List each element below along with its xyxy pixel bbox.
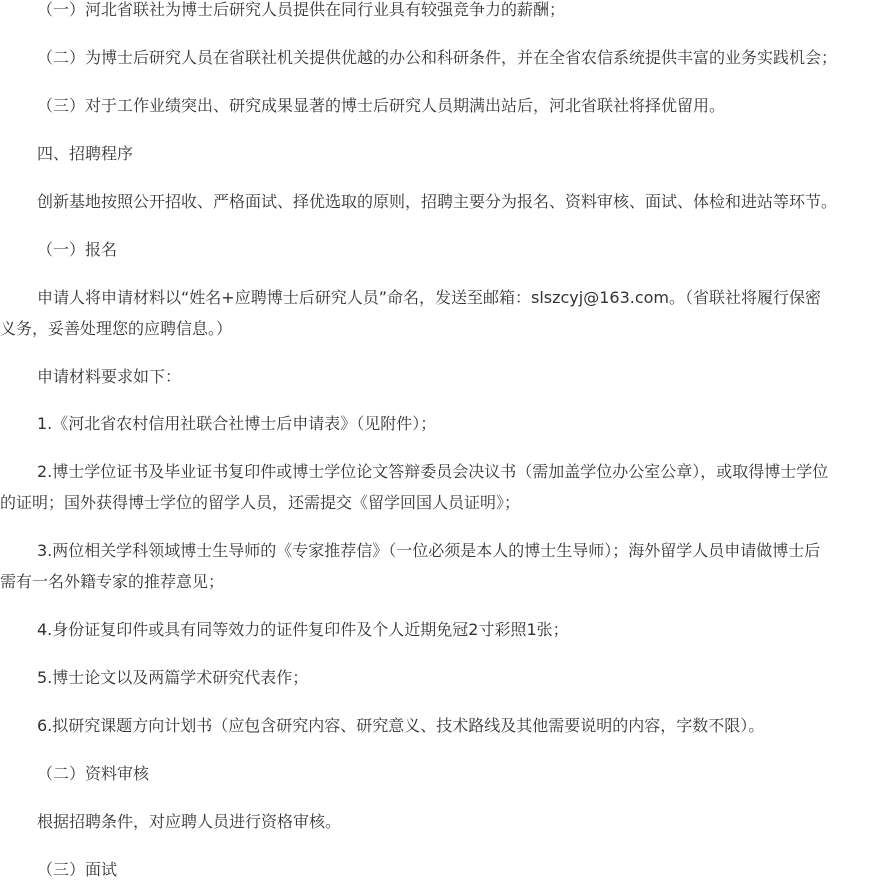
- list-item-material-6: [0, 710, 877, 741]
- list-item-material-2: [0, 456, 877, 518]
- paragraph-line: （二）为博士后研究人员在省联社机关提供优越的办公和科研条件，并在全省农信系统提供丰富的业务实践机会；: [37, 48, 838, 67]
- paragraph-line: 2.博士学位证书及毕业证书复印件或博士学位论文答辩委员会决议书（需加盖学位办公室公章），或取得博士学位: [37, 462, 829, 481]
- paragraph-line: （二）资料审核: [37, 764, 150, 783]
- subheading-document-review: [0, 758, 877, 789]
- paragraph-line: 申请人将申请材料以“姓名+应聘博士后研究人员”命名，发送至邮箱：slszcyj@163.com。（省联社将履行保密: [37, 288, 822, 307]
- subheading-interview: [0, 854, 877, 885]
- paragraph-benefit-3: [0, 90, 877, 121]
- paragraph-benefit-1: [0, 0, 877, 25]
- list-item-material-4: [0, 614, 877, 645]
- paragraph-line: （一）报名: [37, 240, 118, 259]
- paragraph-line: （三）面试: [37, 860, 118, 879]
- paragraph-line: 义务，妥善处理您的应聘信息。）: [0, 319, 233, 338]
- list-item-material-3: [0, 535, 877, 597]
- paragraph-line: 5.博士论文以及两篇学术研究代表作；: [37, 668, 309, 687]
- list-item-material-1: [0, 408, 877, 439]
- paragraph-line: 四、招聘程序: [37, 144, 134, 163]
- paragraph-procedure-intro: [0, 186, 877, 217]
- paragraph-line: 1.《河北省农村信用社联合社博士后申请表》（见附件）；: [37, 414, 437, 433]
- paragraph-line: 申请材料要求如下：: [37, 367, 182, 386]
- paragraph-benefit-2: [0, 42, 877, 73]
- subheading-registration: [0, 234, 877, 265]
- paragraph-materials-intro: [0, 361, 877, 392]
- paragraph-line: （一）河北省联社为博士后研究人员提供在同行业具有较强竞争力的薪酬；: [37, 0, 566, 19]
- paragraph-line: 的证明；国外获得博士学位的留学人员，还需提交《留学回国人员证明》；: [0, 493, 521, 512]
- paragraph-line: 需有一名外籍专家的推荐意见；: [0, 572, 225, 591]
- paragraph-line: 3.两位相关学科领域博士生导师的《专家推荐信》（一位必须是本人的博士生导师）；海外留学人员申请做博士后: [37, 541, 821, 560]
- paragraph-line: 根据招聘条件，对应聘人员进行资格审核。: [37, 812, 342, 831]
- paragraph-document-review: [0, 806, 877, 837]
- paragraph-line: （三）对于工作业绩突出、研究成果显著的博士后研究人员期满出站后，河北省联社将择优留用。: [37, 96, 726, 115]
- paragraph-line: 创新基地按照公开招收、严格面试、择优选取的原则，招聘主要分为报名、资料审核、面试、体检和进站等环节。: [37, 192, 838, 211]
- paragraph-line: 6.拟研究课题方向计划书（应包含研究内容、研究意义、技术路线及其他需要说明的内容，字数不限）。: [37, 716, 765, 735]
- list-item-material-5: [0, 662, 877, 693]
- paragraph-line: 4.身份证复印件或具有同等效力的证件复印件及个人近期免冠2寸彩照1张；: [37, 620, 569, 639]
- section-heading-recruitment-procedure: [0, 138, 877, 169]
- paragraph-registration-email: [0, 282, 877, 344]
